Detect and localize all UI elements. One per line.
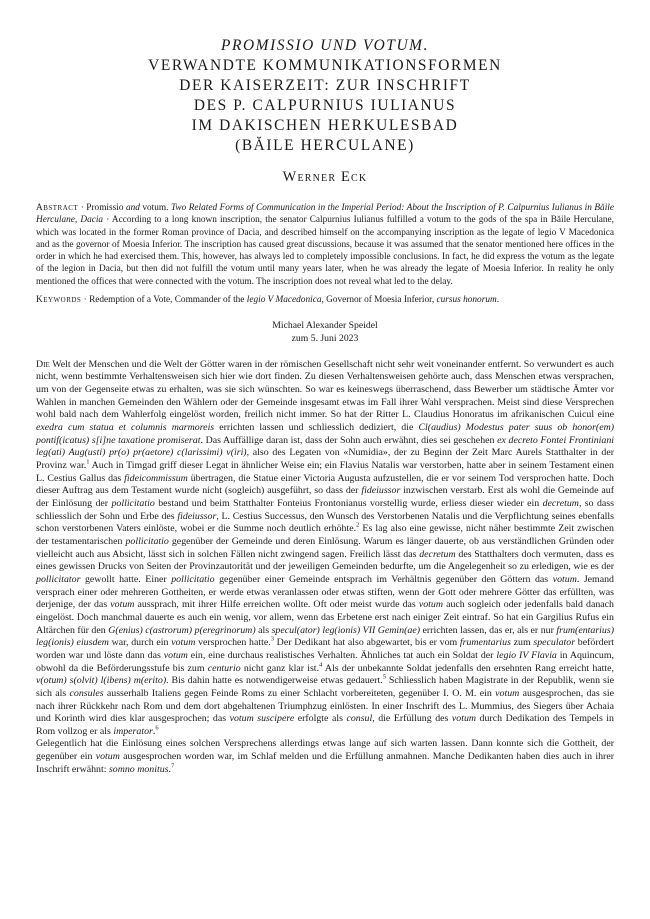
keywords-text: . — [496, 295, 500, 306]
keywords-italic: legio V Macedonica — [246, 295, 322, 306]
text-run: errichten lassen und schliesslich dediziert, die — [214, 422, 419, 434]
italic-run: pollicitatio — [111, 498, 155, 509]
title-line: DES P. CALPURNIUS IULIANUS — [193, 97, 457, 114]
italic-run: decretum — [542, 498, 579, 509]
italic-run: votum — [95, 751, 120, 763]
dedication — [36, 320, 614, 344]
text-run: , also des Legaten von «Numidia», der zu Beginn der Zeit Marc Aurels Statthalter in der Provinz war. — [36, 447, 614, 472]
text-run: . Das Auffällige daran ist, dass der Sohn auch erwähnt, dies sei geschehen — [200, 434, 498, 446]
italic-run: votum — [418, 599, 443, 611]
abstract-label: Abstract — [36, 203, 79, 213]
italic-run: v(otum) s(olvit) l(ibens) m(erito) — [36, 675, 167, 687]
text-run: errichten lassen, das er, als er nur — [420, 624, 557, 636]
text-run: . — [152, 725, 156, 737]
abstract — [36, 202, 614, 288]
italic-run: Cl(audius) Modestus pater suus ob honor(em) pontif(icatus) s[i]ne taxatione promiserat — [36, 422, 615, 446]
abstract-separator: · — [78, 203, 87, 213]
footnote-marker: 4 — [319, 661, 323, 669]
text-run: übertragen, die Statue einer Victoria Augusta aufzustellen, die er vor seinem Tod versprochen hatte. Doch dieser Auftrag aus dem Testament wurde nicht (sogleich) ausgeführt, so dass der — [36, 472, 614, 497]
italic-run: imperator — [113, 725, 153, 737]
italic-run: votum — [163, 649, 188, 661]
text-run: Gelegentlich hat die Einlösung eines solchen Versprechens allerdings etwas lange auf sich warten lassen. Dann konnte sich die Gottheit, der gegenüber ein — [36, 738, 614, 763]
footnote-marker: 5 — [382, 673, 386, 681]
title-line: IM DAKISCHEN HERKULESBAD — [191, 117, 459, 134]
footnote-marker: 2 — [356, 522, 360, 530]
footnote-marker: 3 — [270, 635, 274, 643]
italic-run: votum suscipere — [229, 713, 295, 725]
italic-run: pollicitator — [36, 573, 81, 585]
italic-run: fideicommissum — [124, 472, 188, 484]
footnote-marker: 1 — [86, 458, 90, 466]
italic-run: votum — [451, 713, 477, 725]
title-line: PROMISSIO UND VOTUM. — [220, 37, 430, 54]
footnote-marker: 6 — [155, 724, 159, 732]
keywords-text: Redemption of a Vote, Commander of the — [89, 295, 247, 306]
italic-run: exedra cum statua et columnis marmoreis — [36, 422, 215, 434]
article-title — [36, 36, 614, 156]
italic-run: pollicitatio — [171, 573, 215, 585]
text-run: gegenüber der Gemeinde und deren Einlösung. Warum es länger dauerte, ob aus verständlichen Gründen oder vielleicht auch aus Absicht, lässt sich in solchen Fällen nicht zwingend sagen. Freilich lässt das — [36, 535, 614, 560]
abstract-and: and — [125, 203, 140, 213]
text-run: gegenüber einer Gemeinde entsprach im Verhältnis gegenüber den Göttern das — [214, 573, 553, 585]
italic-run: votum — [110, 599, 135, 611]
abstract-title: Two Related Forms of Communication in the Imperial Period: About the Inscription of P. Calpurnius Iulianus in Băile Herculane, Dacia — [36, 203, 614, 226]
body-paragraph — [36, 738, 614, 776]
italic-run: ex decreto Fontei Frontiniani leg(ati) Aug(usti) pr(o) pr(aetore) c(larissimi) v(iri) — [36, 434, 615, 459]
text-run: Schliesslich haben Magistrate in der Republik, wenn sie sich als — [36, 675, 614, 699]
italic-run: votum — [171, 637, 196, 649]
text-run: durch Dedikation des Tempels in Rom vollzog er als — [36, 713, 614, 737]
text-run: Auch in Timgad griff dieser Legat in ähnlicher Weise ein; ein Flavius Natalis war verstorben, hatte aber in seinem Testament einen L. Cestius Gallus das — [36, 460, 614, 484]
italic-run: votum — [495, 687, 520, 699]
italic-run: legio IV Flavia — [496, 649, 557, 661]
text-run: bestand und beim Statthalter Fonteius Frontonianus vorstellig wurde, erliess dieser wieder ein — [154, 498, 543, 509]
text-run: ausgesprochen, das sie nach ihrer Rückkehr nach Rom und dem dort abgehaltenen Triumphzug einlösten. In einer Inschrift des L. Mummius, des Siegers über Achaia und Korinth wird dies klar ausgesprochen; das — [36, 687, 614, 725]
abstract-lead: Promissio — [86, 203, 126, 213]
text-run: . Bis dahin hatte es notwendigerweise etwas gedauert. — [166, 675, 383, 687]
italic-run: speculator — [533, 637, 576, 649]
text-run: nicht ganz klar ist. — [240, 662, 320, 674]
initial-word: Die — [36, 358, 50, 370]
text-run: Es lag also eine gewisse, nicht näher bestimmte Zeit zwischen der testamentarischen — [36, 523, 614, 547]
keywords-label: Keywords — [36, 295, 82, 306]
text-run: als — [255, 624, 272, 636]
text-run: zum — [510, 637, 534, 649]
italic-run: somno monitus — [108, 763, 169, 775]
italic-run: frumentarius — [459, 637, 511, 649]
text-run: in Aquincum, obwohl da die Beförderungsstufe bis zum — [36, 649, 615, 674]
text-run: ein, eine durchaus realistisches Verhalten. Ähnliches tat auch ein Soldat der — [187, 649, 497, 661]
italic-run: votum — [552, 573, 577, 585]
text-run: Welt der Menschen und die Welt der Götter waren in der römischen Gesellschaft nicht sehr weit voneinander entfernt. So verwundert es auch nicht, wenn bestimmte Verhaltensweisen sich hier wie dort finden. Zu diesen Verhaltensweisen gehörte auch, dass Menschen etwas versprachen, um von der Gegenseite etwas zu erhalten, was sie sich wünschten. So war es keineswegs überraschend, dass Bewerber um städtische Ämter vor Wahlen in manchen Gemeinden den Wählern oder der Gemeinde insgesamt etwas im Fall ihrer Wahl versprachen. Meist sind diese Versprechen wohl bald nach dem Wahlerfolg eingelöst worden, freilich nicht immer. So hat der Ritter L. Claudius Honoratus im afrikanischen Cuicul eine — [36, 358, 614, 421]
title-line: DER KAISERZEIT: ZUR INSCHRIFT — [179, 77, 471, 94]
italic-run: consul — [346, 713, 373, 725]
text-run: , so dass schliesslich der Sohn und Erbe des — [36, 498, 614, 522]
title-line: VERWANDTE KOMMUNIKATIONSFORMEN — [148, 57, 502, 74]
italic-run: pollicitatio — [125, 535, 169, 547]
keywords — [36, 294, 614, 306]
text-run: befördert worden war und löste dann das — [36, 637, 614, 661]
italic-run: centurio — [207, 662, 241, 674]
text-run: versprochen hatte. — [195, 637, 271, 649]
text-run: , L. Cestius Successus, den Wunsch des Verstorbenen Natalis und die Verpflichtung seines ebenfalls schon verstorbenen Vaters einlöste, wobei er die Summe noch deutlich erhöhte. — [36, 510, 614, 535]
italic-run: G(enius) c(astrorum) p(eregrinorum) — [108, 624, 256, 636]
keywords-text: , Governor of Moesia Inferior, — [321, 295, 437, 306]
text-run: auch sogleich oder jedenfalls bald danach eingelöst. Doch manchmal dauerte es auch ein wenig, vor allem, wenn das Erbetene erst nach einiger Zeit eintraf. So hat ein Gargilius Rufus ein Altärchen für den — [36, 599, 614, 636]
italic-run: specul(ator) leg(ionis) VII Gemin(ae) — [271, 624, 421, 636]
text-run: Als der unbekannte Soldat jedenfalls den ersehnten Rang erreicht hatte, — [322, 662, 614, 674]
text-run: Der Dedikant hat also abgewartet, bis er vom — [273, 637, 460, 649]
abstract-lead2: votum. — [139, 203, 171, 213]
body-paragraph — [36, 359, 614, 739]
italic-run: fideiussor — [361, 485, 401, 497]
author-name: Werner Eck — [282, 169, 368, 185]
abstract-text: · According to a long known inscription, the senator Calpurnius Iulianus fulfilled a votum to the gods of the spa in Băile Herculane, which was located in the former Roman province of Dacia, and described himself on the accompanying inscription as the legate of legio V Macedonica and as the governor of Moesia Inferior. The inscription has caused great discussions, because it was assumed that the senator mentioned here offices in the order in which he had exercised them. This, however, has always led to completely impossible conclusions. In fact, he did express the votum as the legate of the legion in Dacia, but then did not fulfill the votum until many years later, when he was already the legate of Moesia Inferior. In reality he only mentioned the offices that were connected with the votum. The inscription does not reveal what led to the delay. — [36, 215, 615, 287]
text-run: ausserhalb Italiens gegen Feinde Roms zu einer Schlacht vorbereiteten, gegenüber I. O. M. ein — [103, 687, 496, 699]
italic-run: decretum — [419, 548, 456, 560]
text-run: . — [168, 763, 171, 775]
text-run: war, durch ein — [108, 637, 172, 649]
italic-run: frum(entarius) leg(ionis) eiusdem — [36, 624, 614, 649]
italic-run: consules — [69, 687, 104, 699]
text-run: . Jemand versprach einer oder mehreren Gottheiten, er werde etwas veranlassen oder etwas stiften, wenn der Gott oder mehrere Götter das erfüllten, was derjenige, der das — [36, 573, 614, 611]
title-line: (BĂILE HERCULANE) — [235, 137, 415, 154]
dedication-date: zum 5. Juni 2023 — [291, 332, 359, 344]
text-run: gewollt hatte. Einer — [80, 573, 172, 585]
text-run: des Statthalters doch vermuten, dass es eines gewissen Drucks von Seiten der Provinzautorität und der jeweiligen Gemeinden bedurfte, um die Angelegenheit so zu erledigen, wie es der — [36, 548, 614, 573]
text-run: ausgesprochen worden war, im Schlaf melden und die Erfüllung anmahnen. Manche Dedikanten haben dies auch in ihrer Inschrift erwähnt: — [36, 751, 614, 775]
text-run: erfolgte als — [294, 713, 347, 725]
text-run: , die Erfüllung des — [372, 713, 452, 725]
keywords-italic: cursus honorum — [436, 295, 497, 306]
keywords-separator: · — [81, 295, 90, 306]
text-run: inzwischen verstarb. Erst als wohl die Gemeinde auf der Einlösung der — [36, 485, 615, 509]
italic-run: fideiussor — [177, 510, 217, 522]
dedication-name: Michael Alexander Speidel — [272, 320, 378, 332]
footnote-marker: 7 — [170, 762, 175, 770]
text-run: aussprach, mit ihrer Hilfe erreichen wollte. Oft oder meist wurde das — [134, 599, 419, 611]
article-body — [36, 359, 614, 777]
